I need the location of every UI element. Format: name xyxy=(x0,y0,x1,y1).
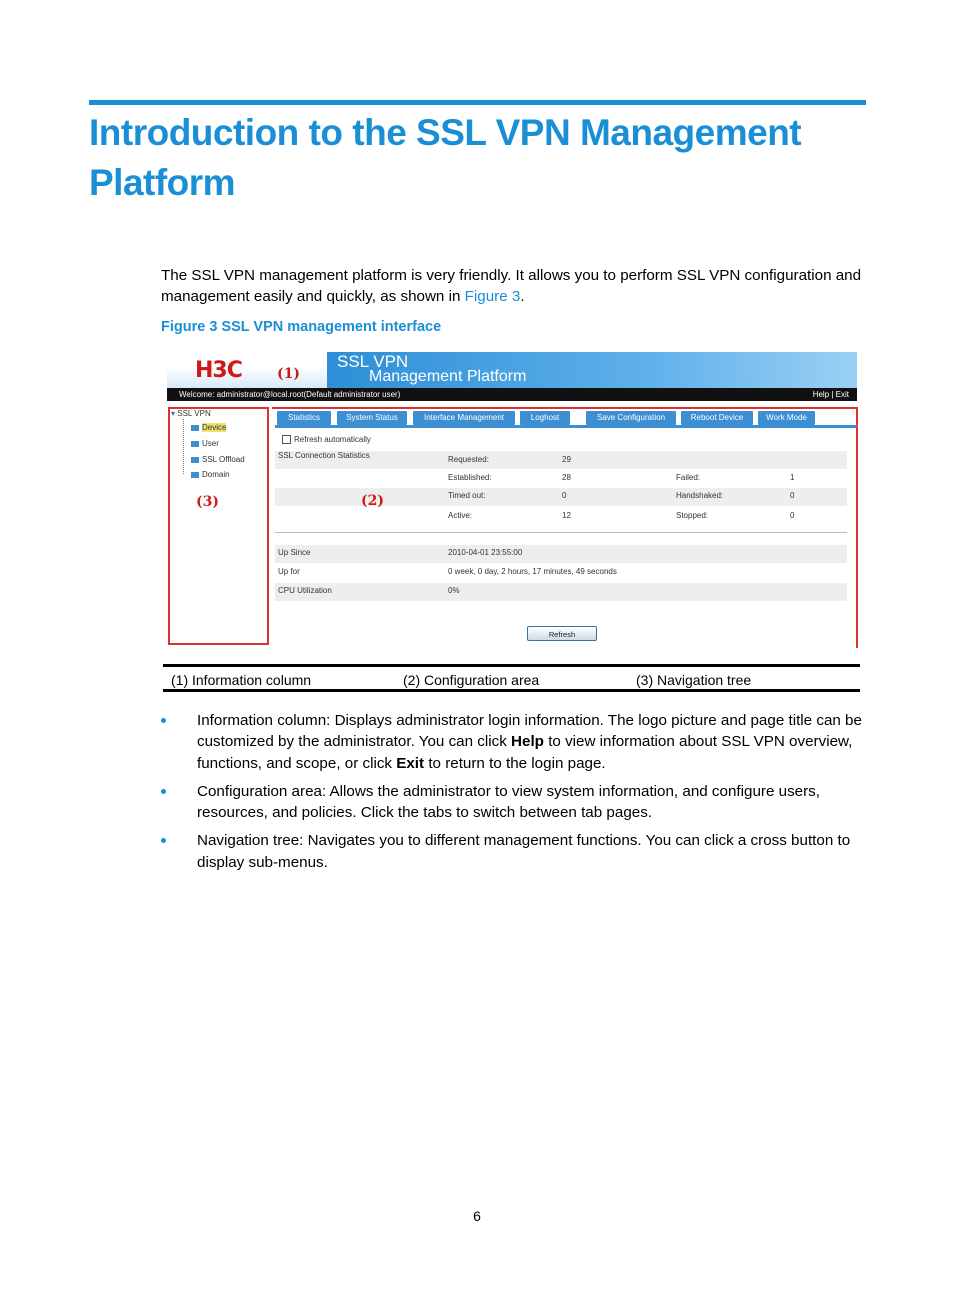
up-for-label: Up for xyxy=(278,567,300,576)
welcome-bar xyxy=(167,388,857,401)
label-information-column: (1) xyxy=(277,366,300,382)
nav-item-label: Domain xyxy=(202,470,230,479)
intro-end: . xyxy=(520,288,525,305)
nav-item-domain[interactable] xyxy=(191,470,230,479)
checkbox-label: Refresh automatically xyxy=(294,435,371,444)
bullet-dot-icon xyxy=(161,718,166,723)
bullet-text: to view information about SSL VPN overview, functions, and scope, or click xyxy=(197,733,853,772)
page-number: 6 xyxy=(473,1208,481,1224)
legend-configuration-area: (2) Configuration area xyxy=(403,672,540,688)
tab-statistics[interactable]: Statistics xyxy=(277,411,331,425)
refresh-automatically-checkbox[interactable] xyxy=(282,435,371,444)
nav-item-label: SSL Offload xyxy=(202,455,245,464)
stat-label: Active: xyxy=(448,511,473,520)
welcome-text: Welcome: administrator@local.root(Default administrator user) xyxy=(179,390,401,399)
intro-text: The SSL VPN management platform is very friendly. It allows you to perform SSL VPN configuration and management easily and quickly, as shown in xyxy=(161,267,862,305)
bullet-text: Configuration area: Allows the administrator to view system information, and configure users, resources, and policies. Click the tabs to switch between tab pages. xyxy=(197,782,820,822)
refresh-button[interactable]: Refresh xyxy=(527,626,597,641)
bold-help: Help xyxy=(511,733,544,751)
stat-value: 29 xyxy=(562,455,571,464)
heading-rule xyxy=(89,100,866,105)
folder-icon xyxy=(191,472,199,478)
bold-exit: Exit xyxy=(396,754,425,772)
tab-underline xyxy=(275,425,857,428)
stat-label: Stopped: xyxy=(676,511,709,520)
nav-item-device[interactable] xyxy=(191,423,226,432)
bullet-dot-icon xyxy=(161,838,166,843)
figure-header xyxy=(167,352,857,388)
stat-value: 1 xyxy=(790,473,795,482)
legend-navigation-tree: (3) Navigation tree xyxy=(636,672,752,688)
tab-interface-management[interactable]: Interface Management xyxy=(413,411,515,425)
nav-item-user[interactable] xyxy=(191,439,219,448)
nav-root-label: SSL VPN xyxy=(177,409,211,418)
bullet-configuration-area xyxy=(161,781,873,824)
platform-title-line1: SSL VPN xyxy=(337,352,409,371)
intro-paragraph xyxy=(161,265,871,307)
up-since-label: Up Since xyxy=(278,548,311,557)
tab-reboot-device[interactable]: Reboot Device xyxy=(681,411,753,425)
tab-system-status[interactable]: System Status xyxy=(337,411,407,425)
h3c-logo: H3C xyxy=(195,358,242,383)
figure-legend xyxy=(163,664,860,692)
bullet-information-column xyxy=(161,710,873,774)
tab-work-mode[interactable]: Work Mode xyxy=(758,411,815,425)
bullet-text: Information column: Displays administrator login information. The logo picture and page title can be customized by the administrator. You can click xyxy=(197,712,862,751)
cpu-utilization-value: 0% xyxy=(448,586,460,595)
info-row-bg xyxy=(275,545,847,563)
label-navigation-tree: (3) xyxy=(196,494,219,510)
connection-stats-label: SSL Connection Statistics xyxy=(278,451,370,460)
nav-root[interactable] xyxy=(171,409,211,418)
bullet-text: to return to the login page. xyxy=(424,754,606,772)
stat-label: Timed out: xyxy=(448,491,486,500)
stat-value: 0 xyxy=(790,491,795,500)
folder-icon xyxy=(191,441,199,447)
legend-information-column: (1) Information column xyxy=(171,672,312,688)
help-exit-links[interactable]: Help | Exit xyxy=(812,390,849,399)
stat-value: 0 xyxy=(790,511,795,520)
folder-icon xyxy=(191,425,199,431)
nav-item-label: User xyxy=(202,439,219,448)
label-configuration-area: (2) xyxy=(361,493,384,509)
stat-value: 0 xyxy=(562,491,567,500)
folder-icon xyxy=(191,457,199,463)
stat-label: Requested: xyxy=(448,455,489,464)
stat-label: Failed: xyxy=(676,473,701,482)
bullet-dot-icon xyxy=(161,789,166,794)
nav-item-ssl-offload[interactable] xyxy=(191,455,245,464)
up-for-value: 0 week, 0 day, 2 hours, 17 minutes, 49 seconds xyxy=(448,567,617,576)
tab-save-configuration[interactable]: Save Configuration xyxy=(586,411,676,425)
stat-label: Established: xyxy=(448,473,492,482)
figure-screenshot xyxy=(165,350,859,650)
figure-link[interactable]: Figure 3 xyxy=(464,288,521,305)
cpu-utilization-label: CPU Utilization xyxy=(278,586,332,595)
platform-title-line2: Management Platform xyxy=(369,368,527,385)
up-since-value: 2010-04-01 23:55:00 xyxy=(448,548,523,557)
bullet-text: Navigation tree: Navigates you to different management functions. You can click a cross button to display sub-menus. xyxy=(197,832,851,871)
page-heading: Introduction to the SSL VPN Management Platform xyxy=(89,112,802,203)
stat-value: 12 xyxy=(562,511,571,520)
checkbox-box[interactable] xyxy=(282,435,291,444)
figure-caption: Figure 3 SSL VPN management interface xyxy=(161,319,442,335)
divider xyxy=(275,532,847,533)
stat-label: Handshaked: xyxy=(676,491,724,500)
tree-connector xyxy=(183,419,185,474)
stat-value: 28 xyxy=(562,473,571,482)
nav-item-label: Device xyxy=(202,423,227,432)
bullet-list xyxy=(161,710,873,880)
tab-loghost[interactable]: Loghost xyxy=(520,411,570,425)
tree-root-icon: ▾ xyxy=(171,409,176,418)
bullet-navigation-tree xyxy=(161,830,873,873)
info-row-bg xyxy=(275,583,847,601)
